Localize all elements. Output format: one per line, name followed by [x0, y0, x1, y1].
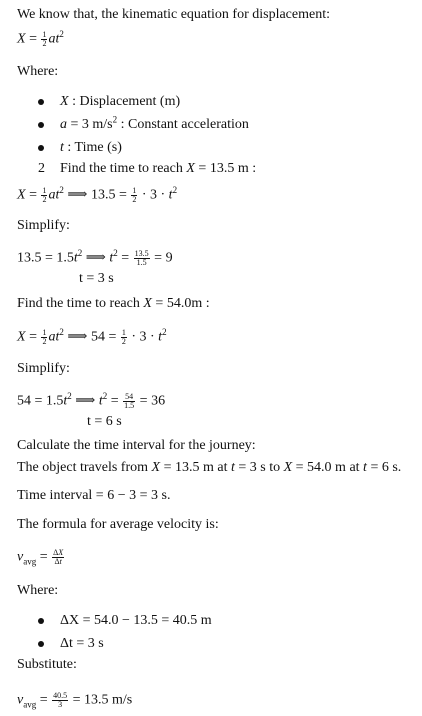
- equation-13-5: X = $\frac{1}{2}$ $at^2$ ⟹ 13.5 = $\frac{1}{2}$ · $3 \cdot t^2$: [17, 185, 178, 204]
- final-result: $v_{avg}$ = $\frac{40.5}{3}$ = 13.5 m/s: [17, 691, 133, 710]
- avg-velocity-heading: The formula for average velocity is:: [17, 517, 219, 532]
- bullet-displacement: X : Displacement (m): [60, 94, 181, 109]
- bullet-icon: [38, 145, 44, 151]
- avg-velocity-formula: $v_{avg}$ = $\frac{\Delta X}{\Delta t}$: [17, 548, 64, 567]
- result-t3: t = 3 s: [79, 271, 114, 286]
- where-label: Where:: [17, 64, 59, 79]
- displacement-equation: X = $\frac{1}{2}$ $at^2$: [17, 29, 64, 48]
- simplify-label-1: Simplify:: [17, 218, 70, 233]
- simplify-eq-1: $13.5 = 1.5t^2$ ⟹ $t^2$ = $\frac{13.5}{1.5}$ = 9: [17, 248, 173, 267]
- bullet-time: t : Time (s): [60, 140, 122, 155]
- substitute-label: Substitute:: [17, 657, 77, 672]
- time-interval: Time interval = 6 − 3 = 3 s.: [17, 488, 171, 503]
- simplify-eq-2: $54 = 1.5t^2$ ⟹ $t^2$ = $\frac{54}{1.5}$ = 36: [17, 391, 166, 410]
- bullet-acceleration: a = 3 $m/s^2$ : Constant acceleration: [60, 114, 249, 132]
- bullet-delta-t: Δt = 3 s: [60, 636, 104, 651]
- bullet-icon: [38, 99, 44, 105]
- find-54-heading: Find the time to reach X = 54.0m :: [17, 296, 210, 311]
- equation-54: X = $\frac{1}{2}$ $at^2$ ⟹ 54 = $\frac{1}{2}$ · $3 \cdot t^2$: [17, 327, 167, 346]
- intro-text: We know that, the kinematic equation for displacement:: [17, 7, 330, 22]
- bullet-icon: [38, 641, 44, 647]
- calc-interval-heading: Calculate the time interval for the journey:: [17, 438, 256, 453]
- simplify-label-2: Simplify:: [17, 361, 70, 376]
- where-label-2: Where:: [17, 583, 59, 598]
- bullet-delta-x: ΔX = 54.0 − 13.5 = 40.5 m: [60, 613, 212, 628]
- travels-sentence: The object travels from X = 13.5 m at t = 3 s to X = 54.0 m at t = 6 s.: [17, 460, 402, 475]
- step2-heading: Find the time to reach X = 13.5 m :: [60, 161, 257, 176]
- bullet-icon: [38, 122, 44, 128]
- step-number: 2: [38, 161, 45, 176]
- result-t6: t = 6 s: [87, 414, 122, 429]
- bullet-icon: [38, 618, 44, 624]
